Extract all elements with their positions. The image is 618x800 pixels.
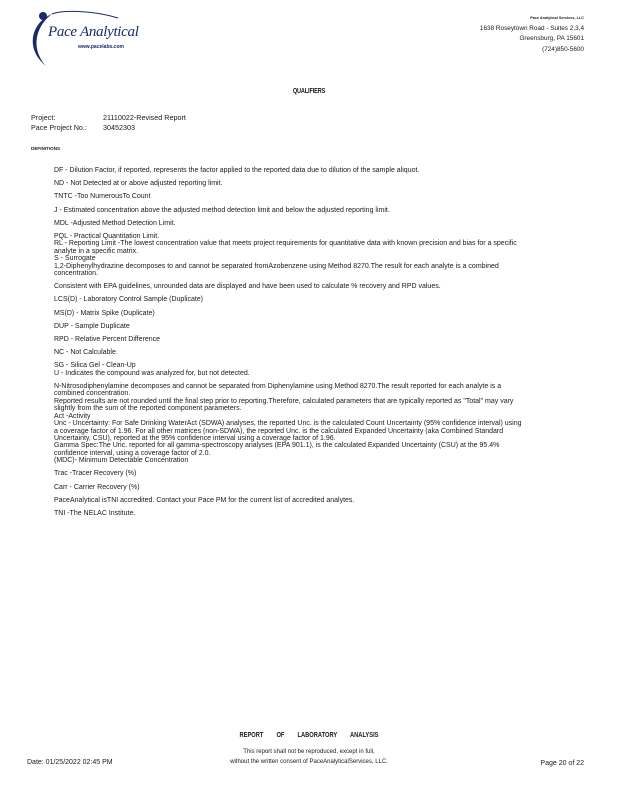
definition-item: J - Estimated concentration above the adjusted method detection limit and below the adjusted reporting limit. <box>54 206 390 214</box>
footer-note-line-1: This report shall not be reproduced, except in full, <box>243 749 375 755</box>
definition-item: N-Nitrosodiphenylamine decomposes and cannot be separated from Diphenylamine using Method 8270.The result reported for each analyte is a combined concentration. <box>54 383 502 398</box>
definition-item: Gamma Spec:The Unc. reported for all gamma-spectroscopy analyses (EPA 901.1), is the calculated Expanded Uncertainty (CSU) at the 95.4% confidence interval, using a coverage factor of 2.0. <box>54 442 500 457</box>
report-date: Date: 01/25/2022 02:45 PM <box>27 759 113 766</box>
definitions-label: DEFINITIONS <box>31 146 61 151</box>
logo-url: www.pacelabs.com <box>78 44 124 50</box>
footer-title: REPORT OF LABORATORY ANALYSIS <box>239 732 379 739</box>
pace-project-label: Pace Project No.: <box>31 123 87 132</box>
project-info <box>31 113 186 133</box>
definition-item: RL - Reporting Limit -The lowest concentration value that meets project requirements for quantitative data with known precision and bias for a specific analyte in a specific matrix. <box>54 240 517 255</box>
address-line-1: 1638 Roseytown Road - Suites 2,3,4 <box>479 24 584 32</box>
logo-text: Pace Analytical <box>48 24 139 40</box>
definition-item: TNTC -Too NumerousTo Count <box>54 193 151 201</box>
definition-item: 1,2-Diphenylhydrazine decomposes to and cannot be separated fromAzobenzene using Method 8270.The result for each analyte is a combined concentration. <box>54 262 499 278</box>
definition-item: DUP - Sample Duplicate <box>54 322 130 330</box>
definition-item: RPD - Relative Percent Difference <box>54 336 161 344</box>
footer-note-line-2: without the written consent of PaceAnalyticalServices, LLC. <box>230 759 388 765</box>
project-label: Project: <box>31 113 56 122</box>
page-number: Page 20 of 22 <box>540 760 584 767</box>
lab-address <box>480 13 584 55</box>
address-company: Pace Analytical Services, LLC <box>530 16 584 20</box>
definition-item: TNI -The NELAC Institute. <box>54 509 136 517</box>
definition-item: MS(D) - Matrix Spike (Duplicate) <box>54 309 155 317</box>
definition-item: Reported results are not rounded until the final step prior to reporting.Therefore, calculated parameters that are typically reported as "Total" may vary slightly from the sum of the reported component parameters. <box>54 397 514 413</box>
definition-item: LCS(D) - Laboratory Control Sample (Duplicate) <box>54 296 203 304</box>
definitions-list <box>54 167 524 523</box>
page-title: QUALIFIERS <box>292 88 326 95</box>
definition-item: Trac -Tracer Recovery (%) <box>54 470 137 478</box>
definition-item: MDL -Adjusted Method Detection Limit. <box>54 219 176 227</box>
definition-item: NC - Not Calculable. <box>54 349 118 357</box>
pace-project-value: 30452303 <box>103 123 135 132</box>
definition-item: Carr - Carrier Recovery (%) <box>54 483 140 491</box>
definition-item: PQL - Practical Quantitation Limit. <box>54 233 160 241</box>
definition-item: DF - Dilution Factor, if reported, represents the factor applied to the reported data due to dilution of the sample aliquot. <box>54 167 420 174</box>
definition-item: PaceAnalytical isTNI accredited. Contact your Pace PM for the current list of accredited analytes. <box>54 496 355 504</box>
definition-item: ND - Not Detected at or above adjusted reporting limit. <box>54 180 223 188</box>
definition-item: (MDC)- Minimum Detectable Concentration <box>54 457 189 465</box>
definition-item: U - Indicates the compound was analyzed for, but not detected. <box>54 369 250 377</box>
address-line-2: Greensburg, PA 15601 <box>519 35 584 42</box>
definition-item: SG - Silica Gel - Clean-Up <box>54 362 136 370</box>
definition-item: Consistent with EPA guidelines, unrounded data are displayed and have been used to calculate % recovery and RPD values. <box>54 283 441 291</box>
definition-item: Act -Activity <box>54 412 91 420</box>
definition-item: S - Surrogate <box>54 255 96 263</box>
project-value: 21110022-Revised Report <box>103 113 186 122</box>
definition-item: Unc - Uncertainty: For Safe Drinking WaterAct (SDWA) analyses, the reported Unc. is the calculated Count Uncertainty (95% confidence interval) using a coverage factor of 1.96. For all other matrices (non-SDWA), the reported Unc. is the calculated Expanded Uncertainty (aka Combined Standard Uncertainty, CSU), reported at the 95% confidence interval using a coverage factor of 1.96. <box>54 420 522 442</box>
address-line-3: (724)850-5600 <box>542 45 584 53</box>
